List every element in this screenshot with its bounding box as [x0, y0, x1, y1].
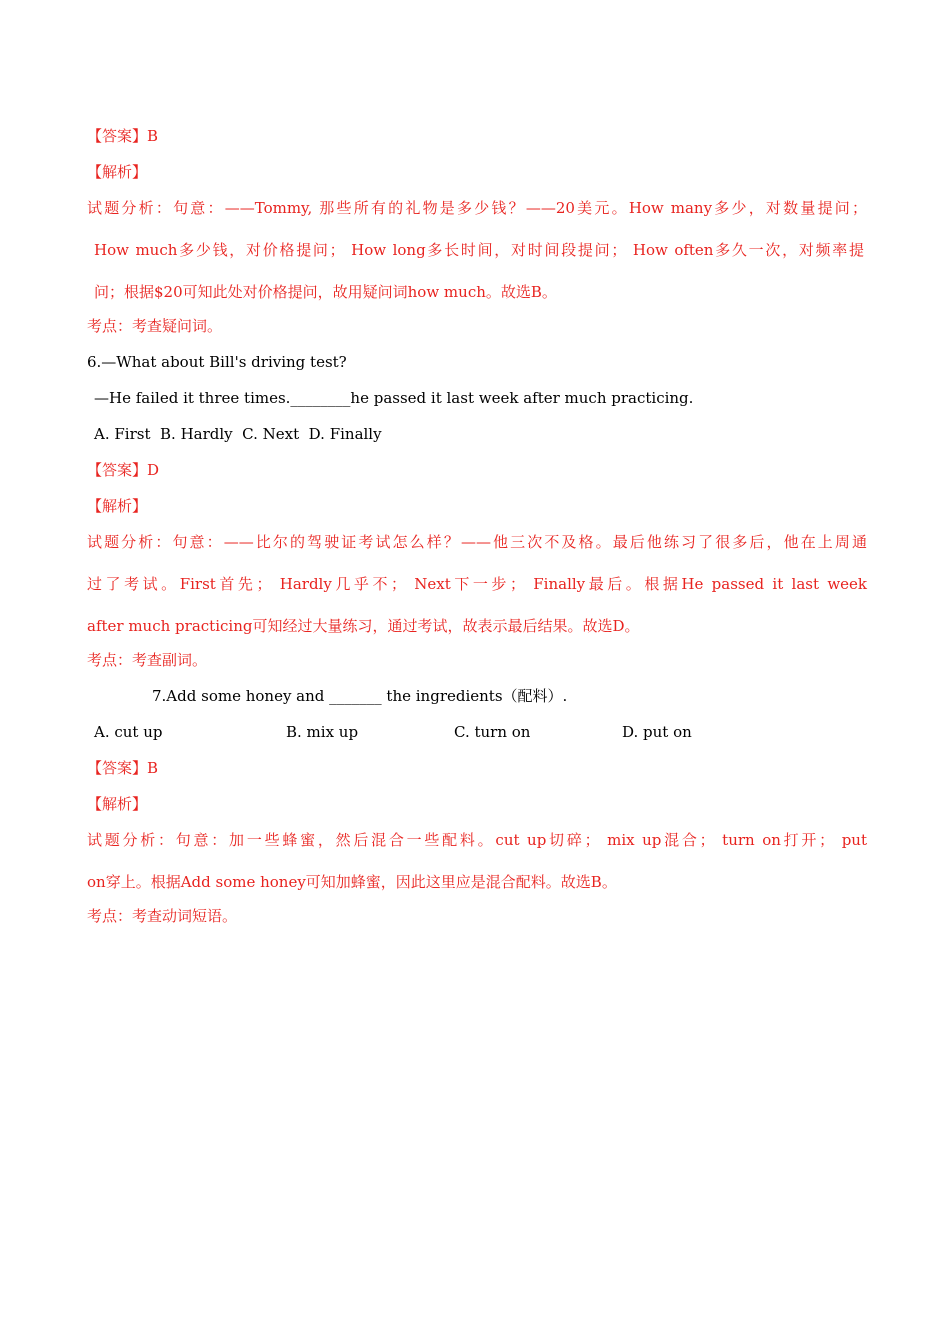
q7-analysis-heading: 【解析】 [87, 795, 148, 813]
q7-analysis-line-1: 试题分析：句意：加一些蜂蜜，然后混合一些配料。cut up切碎； mix up混合； turn on打开； put [87, 831, 867, 849]
q5-point: 考点：考查疑问词。 [87, 317, 223, 335]
q6-question-line-1: 6.—What about Bill's driving test? [87, 353, 347, 371]
q7-option-b: B. mix up [286, 723, 359, 741]
q6-analysis-line-1: 试题分析：句意：——比尔的驾驶证考试怎么样？——他三次不及格。最后他练习了很多后，他在上周通 [87, 533, 867, 551]
q7-point: 考点：考查动词短语。 [87, 907, 238, 925]
q6-analysis-heading: 【解析】 [87, 497, 148, 515]
q6-answer: 【答案】D [87, 461, 160, 479]
q7-option-a: A. cut up [94, 723, 163, 741]
q5-analysis-line-2: How much多少钱，对价格提问； How long多长时间，对时间段提问； How often多久一次，对频率提 [94, 241, 864, 259]
q6-question-line-2: —He failed it three times.________he passed it last week after much practicing. [94, 389, 694, 407]
q6-point: 考点：考查副词。 [87, 651, 208, 669]
q7-answer: 【答案】B [87, 759, 159, 777]
q7-question: 7.Add some honey and _______ the ingredients（配料）. [152, 687, 568, 705]
q5-answer: 【答案】B [87, 127, 159, 145]
q6-options: A. First B. Hardly C. Next D. Finally [94, 425, 382, 443]
q5-analysis-line-3: 问；根据$20可知此处对价格提问，故用疑问词how much。故选B。 [94, 283, 557, 301]
q7-option-d: D. put on [622, 723, 692, 741]
q7-option-c: C. turn on [454, 723, 531, 741]
q5-analysis-heading: 【解析】 [87, 163, 148, 181]
q7-analysis-line-2: on穿上。根据Add some honey可知加蜂蜜，因此这里应是混合配料。故选B。 [87, 873, 617, 891]
q6-analysis-line-2: 过了考试。First首先； Hardly几乎不； Next下一步； Finally最后。根据He passed it last week [87, 575, 867, 593]
q5-analysis-line-1: 试题分析：句意：——Tommy, 那些所有的礼物是多少钱？——20美元。How many多少，对数量提问； [87, 199, 867, 217]
q6-analysis-line-3: after much practicing可知经过大量练习，通过考试，故表示最后结果。故选D。 [87, 617, 640, 635]
q7-options [94, 722, 874, 742]
